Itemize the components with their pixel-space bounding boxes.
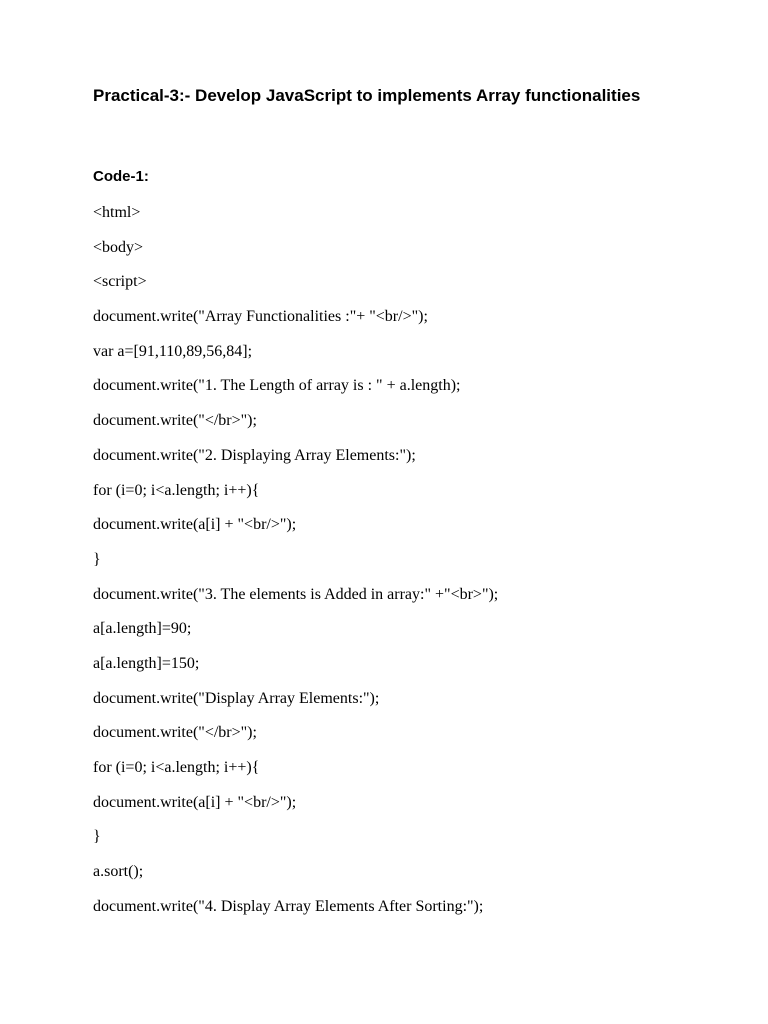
code-line: for (i=0; i<a.length; i++){ (93, 759, 260, 776)
code-line: var a=[91,110,89,56,84]; (93, 342, 253, 360)
code-line: <html> (93, 204, 141, 221)
code-line: for (i=0; i<a.length; i++){ (93, 481, 260, 499)
code-line: document.write(a[i] + "<br/>"); (93, 516, 297, 534)
code-line: } (93, 828, 101, 846)
section-heading: Code-1: (93, 168, 149, 185)
code-line: document.write("2. Displaying Array Elements:"); (93, 446, 416, 464)
code-line: document.write("Array Functionalities :"+ "<br/>"); (93, 308, 428, 326)
code-line: document.write("3. The elements is Added in array:" +"<br>"); (93, 585, 499, 603)
code-line: a.sort(); (93, 863, 144, 881)
code-listing (93, 203, 498, 931)
code-line: document.write("</br>"); (93, 724, 257, 742)
code-line: } (93, 550, 101, 568)
code-line: document.write(a[i] + "<br/>"); (93, 793, 297, 811)
code-line: a[a.length]=90; (93, 620, 192, 638)
code-line: document.write("Display Array Elements:"); (93, 689, 380, 707)
code-line: document.write("</br>"); (93, 412, 257, 430)
document-title: Practical-3:- Develop JavaScript to implements Array functionalities (93, 86, 641, 105)
code-line: <script> (93, 273, 147, 291)
code-line: a[a.length]=150; (93, 654, 200, 672)
code-line: document.write("4. Display Array Elements After Sorting:"); (93, 897, 484, 915)
code-line: <body> (93, 238, 144, 256)
code-line: document.write("1. The Length of array is : " + a.length); (93, 377, 461, 395)
